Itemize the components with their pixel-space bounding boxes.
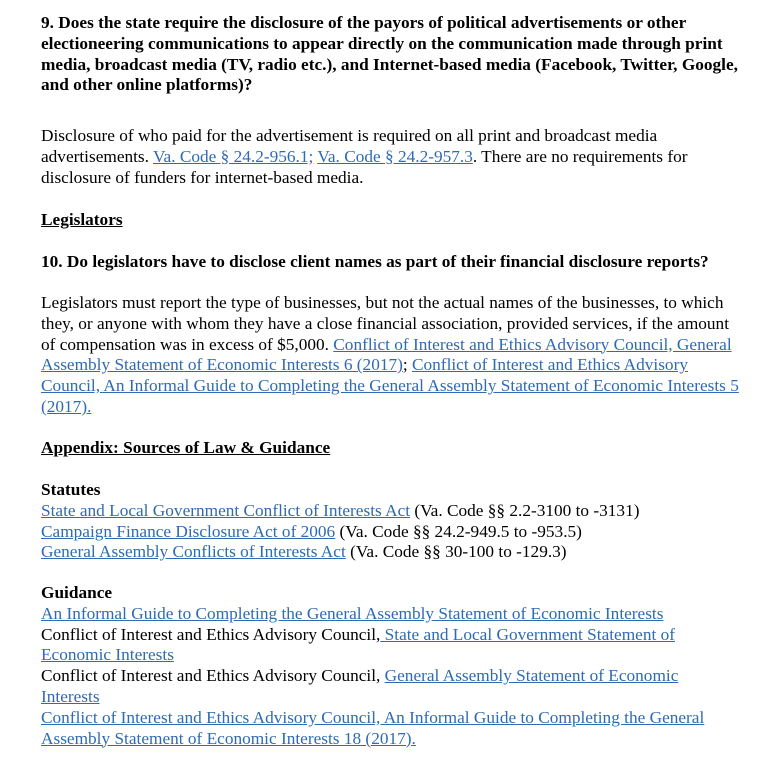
link-informal-guide-5[interactable]: Conflict of Interest and Ethics Advisory Council, An Informal Guide to Completing the General Assembly Statement of Economic Interests 5 (2017). xyxy=(41,355,739,416)
statute-citation: (Va. Code §§ 24.2-949.5 to -953.5) xyxy=(335,521,582,541)
statute-item xyxy=(41,542,741,563)
link-state-local-gov-conflict-act[interactable]: State and Local Government Conflict of Interests Act xyxy=(41,500,411,520)
answer-10-text: Legislators must report the type of businesses, but not the actual names of the businesses, to which they, or anyone with whom they have a close financial association, provided services, if the amount of compensation was in excess of $5,000. xyxy=(41,293,730,354)
link-informal-guide-18[interactable]: Conflict of Interest and Ethics Advisory Council, An Informal Guide to Completing the General Assembly Statement of Economic Interests 18 (2017). xyxy=(41,707,705,748)
statute-citation: (Va. Code §§ 2.2-3100 to -3131) xyxy=(410,500,640,520)
answer-9-text: Disclosure of who paid for the advertisement is required on all print and broadcast media advertisements. xyxy=(41,126,658,166)
guidance-item xyxy=(41,666,741,708)
statute-item xyxy=(41,522,741,543)
answer-9 xyxy=(41,126,741,188)
statute-item xyxy=(41,501,741,522)
guidance-item xyxy=(41,708,741,750)
question-9: 9. Does the state require the disclosure of the payors of political advertisements or other electioneering communications to appear directly on the communication made through print media, broadcast media (TV, radio etc.), and Internet-based media (Facebook, Twitter, Google, and other online platforms)? xyxy=(41,13,738,95)
answer-9-text-2: . There are no requirements for disclosure of funders for internet-based media. xyxy=(41,146,688,187)
statutes-section xyxy=(41,480,741,563)
guidance-item xyxy=(41,625,741,667)
link-campaign-finance-disclosure-act[interactable]: Campaign Finance Disclosure Act of 2006 xyxy=(41,521,336,541)
guidance-item xyxy=(41,604,741,625)
statutes-heading: Statutes xyxy=(41,480,101,499)
guidance-heading: Guidance xyxy=(41,583,113,602)
link-va-code-24-2-956-1[interactable]: Va. Code § 24.2-956.1; xyxy=(152,146,314,166)
statute-citation: (Va. Code §§ 30-100 to -129.3) xyxy=(345,542,567,562)
guidance-text: Conflict of Interest and Ethics Advisory Council, xyxy=(41,624,381,644)
answer-10 xyxy=(41,293,741,418)
link-ga-conflicts-act[interactable]: General Assembly Conflicts of Interests Act xyxy=(41,542,346,562)
link-informal-guide[interactable]: An Informal Guide to Completing the General Assembly Statement of Economic Interests xyxy=(41,603,664,623)
link-va-code-24-2-957-3[interactable]: Va. Code § 24.2-957.3 xyxy=(317,146,473,166)
guidance-text: Conflict of Interest and Ethics Advisory Council, xyxy=(41,666,385,686)
answer-10-sep: ; xyxy=(402,355,412,375)
link-ga-statement[interactable]: General Assembly Statement of Economic Interests xyxy=(41,666,679,706)
legislators-heading: Legislators xyxy=(41,210,123,229)
guidance-section xyxy=(41,583,741,749)
link-state-local-statement[interactable]: State and Local Government Statement of Economic Interests xyxy=(41,624,675,665)
link-ga-statement-economic-interests-6[interactable]: Conflict of Interest and Ethics Advisory Council, General Assembly Statement of Economic Interests 6 (2017) xyxy=(41,334,732,375)
question-10: 10. Do legislators have to disclose client names as part of their financial disclosure reports? xyxy=(41,252,709,271)
appendix-heading: Appendix: Sources of Law & Guidance xyxy=(41,438,331,457)
